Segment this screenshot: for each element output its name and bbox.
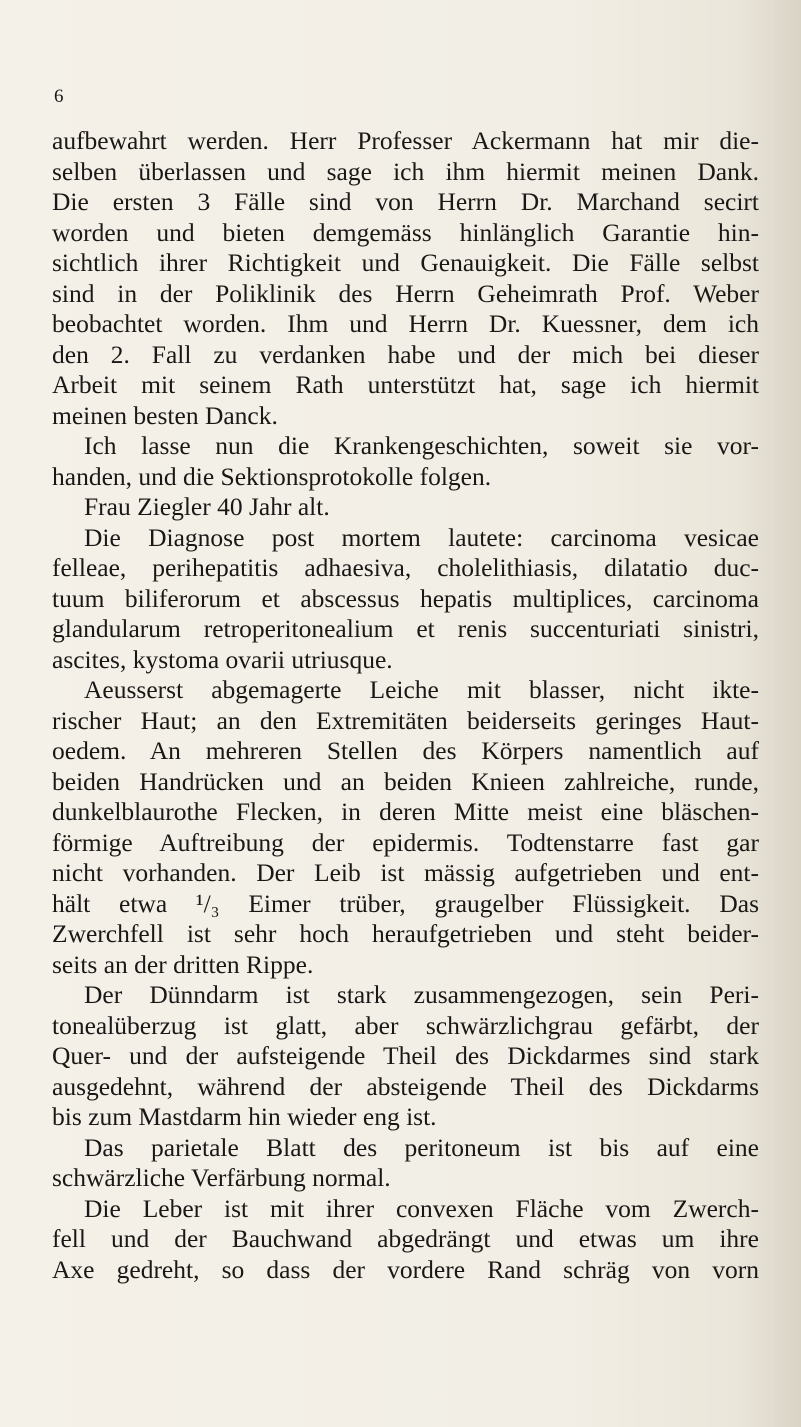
text-line: Aeusserst abgemagerte Leiche mit blasser, nicht ikte-: [84, 675, 759, 704]
text-line: tonealüberzug ist glatt, aber schwärzlichgrau gefärbt, der: [52, 1010, 759, 1040]
text-line: meinen besten Danck.: [52, 400, 278, 430]
text-line: seits an der dritten Rippe.: [52, 949, 314, 979]
text-line: Zwerchfell ist sehr hoch heraufgetrieben und steht beider-: [52, 919, 759, 948]
text-line: handen, und die Sektionsprotokolle folgen.: [52, 461, 492, 491]
text-line: ascites, kystoma ovarii utriusque.: [52, 644, 393, 674]
text-line: ausgedehnt, während der absteigende Theil des Dickdarms: [52, 1071, 759, 1101]
text-line: hält etwa ¹/₃ Eimer trüber, graugelber Flüssigkeit. Das: [52, 888, 759, 918]
text-line: felleae, perihepatitis adhaesiva, cholelithiasis, dilatatio duc-: [52, 553, 759, 582]
text-line: oedem. An mehreren Stellen des Körpers namentlich auf: [52, 736, 759, 765]
text-line: Die ersten 3 Fälle sind von Herrn Dr. Marchand secirt: [52, 187, 759, 216]
body-text: [52, 126, 759, 1285]
text-line: nicht vorhanden. Der Leib ist mässig aufgetrieben und ent-: [52, 858, 759, 887]
text-line: förmige Auftreibung der epidermis. Todtenstarre fast gar: [52, 827, 759, 857]
text-line: Axe gedreht, so dass der vordere Rand schräg von vorn: [52, 1254, 759, 1284]
text-line: bis zum Mastdarm hin wieder eng ist.: [52, 1102, 437, 1131]
text-line: den 2. Fall zu verdanken habe und der mich bei dieser: [52, 339, 759, 369]
text-line: glandularum retroperitonealium et renis succenturiati sinistri,: [52, 614, 759, 643]
text-line: schwärzliche Verfärbung normal.: [52, 1163, 391, 1192]
text-line: fell und der Bauchwand abgedrängt und etwas um ihre: [52, 1224, 759, 1253]
text-line: sichtlich ihrer Richtigkeit und Genauigkeit. Die Fälle selbst: [52, 248, 759, 277]
text-line: worden und bieten demgemäss hinlänglich Garantie hin-: [52, 217, 759, 247]
text-line: Der Dünndarm ist stark zusammengezogen, sein Peri-: [84, 980, 759, 1009]
text-line: Ich lasse nun die Krankengeschichten, soweit sie vor-: [84, 431, 759, 460]
text-line: Das parietale Blatt des peritoneum ist bis auf eine: [84, 1132, 759, 1162]
text-line: Frau Ziegler 40 Jahr alt.: [84, 492, 330, 521]
text-line: tuum biliferorum et abscessus hepatis multiplices, carcinoma: [52, 583, 759, 613]
text-line: beiden Handrücken und an beiden Knieen zahlreiche, runde,: [52, 766, 759, 796]
text-line: dunkelblaurothe Flecken, in deren Mitte meist eine bläschen-: [52, 797, 759, 826]
text-line: Die Diagnose post mortem lautete: carcinoma vesicae: [84, 522, 759, 552]
text-line: Arbeit mit seinem Rath unterstützt hat, sage ich hiermit: [52, 370, 759, 399]
text-line: beobachtet worden. Ihm und Herrn Dr. Kuessner, dem ich: [52, 309, 759, 338]
page-number: 6: [54, 86, 64, 107]
text-line: aufbewahrt werden. Herr Professer Ackermann hat mir die-: [52, 126, 759, 155]
text-line: selben überlassen und sage ich ihm hiermit meinen Dank.: [52, 156, 759, 186]
text-line: sind in der Poliklinik des Herrn Geheimrath Prof. Weber: [52, 278, 759, 308]
text-line: Die Leber ist mit ihrer convexen Fläche vom Zwerch-: [84, 1193, 759, 1223]
text-line: rischer Haut; an den Extremitäten beiderseits geringes Haut-: [52, 705, 759, 735]
text-line: Quer- und der aufsteigende Theil des Dickdarmes sind stark: [52, 1041, 759, 1070]
